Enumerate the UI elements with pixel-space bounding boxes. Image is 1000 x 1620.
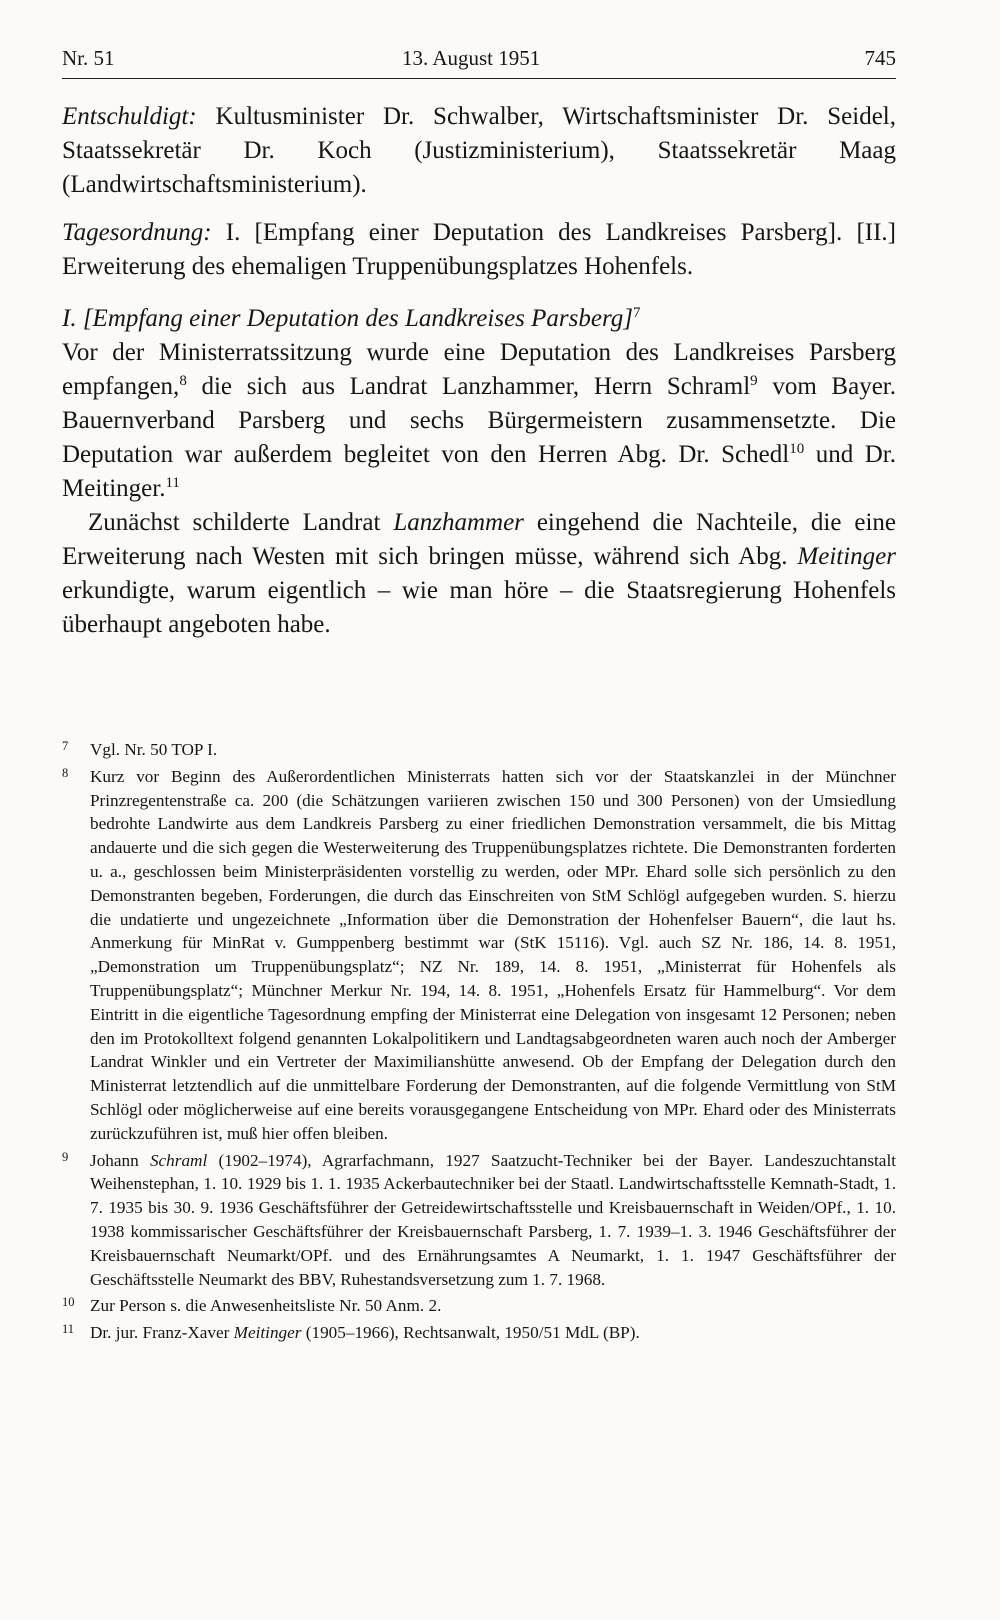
agenda-paragraph xyxy=(62,216,896,284)
footnote-11 xyxy=(62,1321,896,1345)
agenda-text: I. [Empfang einer Deputation des Landkreises Parsberg]. [II.] Erweiterung des ehemaligen Truppenübungsplatzes Hohenfels. xyxy=(62,219,896,280)
footnote-ref-8: 8 xyxy=(179,373,187,389)
paragraph-text: eingehend die Nachteile, die eine Erweiterung nach Westen mit sich bringen müsse, während sich Abg. xyxy=(62,509,896,570)
header-rule xyxy=(62,78,896,79)
footnote-7 xyxy=(62,738,896,762)
person-name: Schraml xyxy=(149,1150,208,1170)
person-name: Meitinger xyxy=(233,1323,302,1343)
footnote-number: 8 xyxy=(62,765,69,780)
footnote-text xyxy=(90,1149,896,1292)
footnote-ref-7: 7 xyxy=(633,305,641,321)
footnote-number: 11 xyxy=(62,1322,75,1337)
absent-paragraph xyxy=(62,100,896,202)
footnote-9 xyxy=(62,1149,896,1292)
section-heading-text: I. [Empfang einer Deputation des Landkreises Parsberg] xyxy=(62,305,634,332)
footnote-text: Kurz vor Beginn des Außerordentlichen Ministerrats hatten sich vor der Staatskanzlei in der Münchner Prinzregentenstraße ca. 200 (die Schätzungen variieren zwischen 150 und 300 Personen) von der Umsiedlung bedrohte Landwirte aus dem Landkreis Parsberg zu einer friedlichen Demonstration versammelt, die bis Mittag andauerte und die sich gegen die Westerweiterung des Truppenübungsplatzes richtete. Die Demonstranten forderten u. a., geschlossen beim Ministerpräsidenten vorstellig zu werden, oder MPr. Ehard solle sich persönlich zu den Demonstranten begeben, Forderungen, die durch das Einschreiten von StM Schlögl aufgegeben wurden. S. hierzu die undatierte und ungezeichnete „Information über die Demonstration der Hohenfelser Bauern“, die laut hs. Anmerkung für MinRat v. Gumppenberg bestimmt war (StK 15116). Vgl. auch SZ Nr. 186, 14. 8. 1951, „Demonstration um Truppenübungsplatz“; NZ Nr. 189, 14. 8. 1951, „Ministerrat für Hohenfels als Truppenübungsplatz“; Münchner Merkur Nr. 194, 14. 8. 1951, „Hohenfels Ersatz für Hammelburg“. Vor dem Eintritt in die eigentliche Tagesordnung empfing der Ministerrat eine Delegation von insgesamt 12 Personen; neben den im Protokolltext folgend genannten Lokalpolitikern und Landtagsabgeordneten waren auch noch der Amberger Landrat Winkler und ein Vertreter der Maximilianshütte anwesend. Ob der Empfang der Delegation durch den Ministerrat letztendlich auf die unmittelbare Forderung der Demonstranten, auf die folgende Vermittlung von StM Schlögl oder möglicherweise auf eine bereits vorausgegangene Entscheidung von MPr. Ehard oder des Ministerrats zurückzuführen ist, muß hier offen bleiben. xyxy=(90,766,896,1143)
person-name: Lanzhammer xyxy=(393,509,524,536)
footnote-number: 9 xyxy=(62,1149,69,1164)
footnote-8 xyxy=(62,765,896,1146)
absent-label: Entschuldigt: xyxy=(62,103,197,130)
footnote-ref-11: 11 xyxy=(165,475,180,491)
paragraph-text: die sich aus Landrat Lanzhammer, Herrn Schraml xyxy=(186,373,751,400)
footnote-ref-9: 9 xyxy=(750,373,758,389)
footnote-number: 7 xyxy=(62,739,69,753)
section-heading xyxy=(62,302,896,336)
footnote-ref-10: 10 xyxy=(789,441,805,457)
footnote-text: Vgl. Nr. 50 TOP I. xyxy=(90,740,218,759)
paragraph-text: Zunächst schilderte Landrat xyxy=(88,509,394,536)
absent-text: Kultusminister Dr. Schwalber, Wirtschaftsminister Dr. Seidel, Staatssekretär Dr. Koch (Justizministerium), Staatssekretär Maag (Landwirtschaftsministerium). xyxy=(62,103,896,198)
running-head xyxy=(62,46,896,76)
footnote-text-part: (1905–1966), Rechtsanwalt, 1950/51 MdL (BP). xyxy=(301,1323,640,1343)
main-text xyxy=(62,100,896,642)
footnote-number: 10 xyxy=(62,1295,75,1310)
footnote-text-part: (1902–1974), Agrarfachmann, 1927 Saatzucht-Techniker bei der Bayer. Landeszuchtanstalt Weihenstephan, 1. 10. 1929 bis 1. 1. 1935 Ackerbautechniker bei der Staatl. Landwirtschaftsstelle Kemnath-Stadt, 1. 7. 1935 bis 30. 9. 1936 Geschäftsführer der Getreidewirtschaftsstelle und Kreisbauernschaft in Weiden/OPf., 1. 10. 1938 kommissarischer Geschäftsführer der Kreisbauernschaft Parsberg, 1. 7. 1939–1. 3. 1946 Geschäftsführer der Kreisbauernschaft Neumarkt/OPf. und des Ernährungsamtes A Neumarkt, 1. 1. 1947 Geschäftsführer der Geschäftsstelle Neumarkt des BBV, Ruhestandsversetzung zum 1. 7. 1968. xyxy=(90,1150,896,1289)
paragraph-deputation xyxy=(62,336,896,506)
header-date: 13. August 1951 xyxy=(402,46,541,70)
footnote-10 xyxy=(62,1294,896,1318)
agenda-label: Tagesordnung: xyxy=(62,219,212,246)
document-number: Nr. 51 xyxy=(62,46,115,70)
footnote-text xyxy=(90,1321,896,1345)
paragraph-text: und Dr. Meitinger. xyxy=(62,441,896,502)
paragraph-text: erkundigte, warum eigentlich – wie man höre – die Staatsregierung Hohenfels überhaupt angeboten habe. xyxy=(62,577,896,638)
page-number: 745 xyxy=(864,46,896,70)
paragraph-text: vom Bayer. Bauernverband Parsberg und sechs Bürgermeistern zusammensetzte. Die Deputation war außerdem begleitet von den Herren Abg. Dr. Schedl xyxy=(62,373,896,468)
footnote-text-part: Dr. jur. Franz-Xaver xyxy=(90,1323,234,1343)
person-name: Meitinger xyxy=(797,543,896,570)
footnote-text-part: Johann xyxy=(90,1150,150,1170)
paragraph-discussion xyxy=(62,506,896,642)
paragraph-text: Vor der Ministerratssitzung wurde eine Deputation des Landkreises Parsberg empfangen, xyxy=(62,339,896,400)
footnote-text: Zur Person s. die Anwesenheitsliste Nr. 50 Anm. 2. xyxy=(90,1296,442,1316)
footnotes xyxy=(62,738,896,1348)
